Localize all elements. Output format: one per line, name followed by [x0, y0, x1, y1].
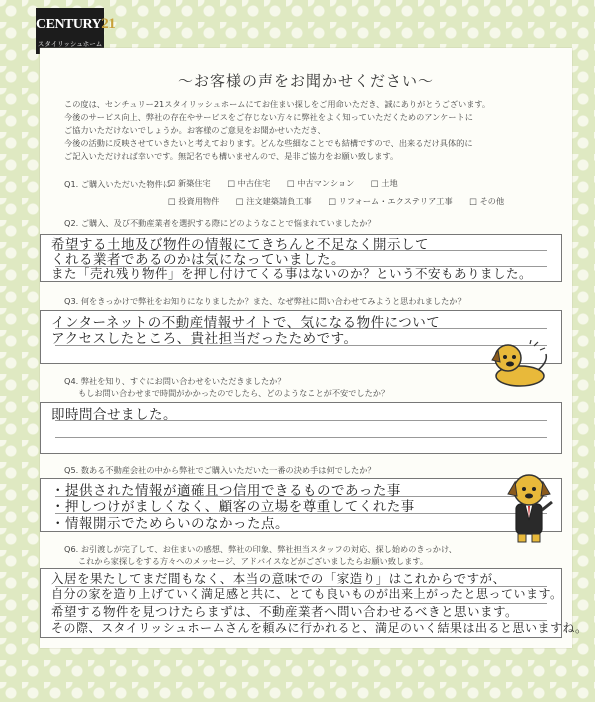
- q1-option[interactable]: □ 土地: [370, 178, 398, 188]
- q4-label: Q4. 弊社を知り、すぐにお問い合わせをいただきましたか？: [64, 376, 286, 386]
- q5-answer-line: ・情報開示でためらいのなかった点。: [51, 516, 289, 532]
- intro-line: ご記入いただければ幸いです。無記名でも構いませんので、是非ご協力をお願い致します。: [64, 151, 399, 161]
- intro-line: 今後のサービス向上、弊社の存在やサービスをご存じない方々に弊社をよく知っていただくためのアンケートに: [64, 112, 473, 122]
- q4-label-sub: もしお問い合わせまで時間がかかったのでしたら、どのようなことが不安でしたか？: [78, 388, 390, 398]
- dog-mascot-suit-icon: [500, 470, 558, 546]
- intro-text: [64, 98, 554, 163]
- q1-option[interactable]: □ その他: [469, 196, 505, 206]
- q5-label: Q5. 数ある不動産会社の中から弊社でご購入いただいた一番の決め手は何でしたか？: [64, 465, 376, 475]
- logo-brand: CENTURY21: [36, 16, 116, 32]
- q1-options-row1: [168, 178, 412, 189]
- logo-subtitle: スタイリッシュホーム: [37, 40, 103, 48]
- page-title: ～お客様の声をお聞かせください～: [177, 72, 434, 90]
- q2-label: Q2. ご購入、及び不動産業者を選択する際にどのようなことで悩まれていましたか？: [64, 218, 376, 228]
- q1-option[interactable]: □ 中古住宅: [227, 178, 271, 188]
- dog-mascot-lying-icon: [486, 340, 552, 392]
- q1-option[interactable]: ☑ 新築住宅: [168, 178, 211, 188]
- q1-options-row2: [168, 196, 518, 207]
- q2-answer-line: また「売れ残り物件」を押し付けてくる事はないのか？という不安もありました。: [51, 266, 533, 281]
- q1-option[interactable]: □ 注文建築請負工事: [235, 196, 312, 206]
- q5-answer-line: ・押しつけがましくなく、顧客の立場を尊重してくれた事: [51, 499, 415, 515]
- intro-line: ご協力いただけないでしょうか。お客様のご意見をお聞かせいただき、: [64, 125, 326, 135]
- q4-answer-line: 即時問合せました。: [51, 407, 177, 423]
- q5-answer-line: ・提供された情報が適確且つ信用できるものであった事: [51, 483, 401, 499]
- q6-answer-line: その際、スタイリッシュホームさんを頼みに行かれると、満足のいく結果は出ると思いますね。: [51, 621, 588, 635]
- q6-answer-line: 希望する物件を見つけたらまずは、不動産業者へ問い合わせるべきと思います。: [51, 604, 519, 619]
- q2-answer-line: 希望する土地及び物件の情報にてきちんと不足なく開示して: [51, 237, 429, 253]
- q3-label: Q3. 何をきっかけで弊社をお知りになりましたか？また、なぜ弊社に問い合わせてみようと思われましたか？: [64, 296, 466, 306]
- q3-answer-box: [40, 310, 562, 364]
- q1-option[interactable]: □ リフォーム・エクステリア工事: [328, 196, 453, 206]
- q4-answer-box: [40, 402, 562, 454]
- q3-answer-line: インターネットの不動産情報サイトで、気になる物件について: [51, 315, 441, 331]
- q2-answer-box: [40, 234, 562, 282]
- q1-label: Q1. ご購入いただいた物件に: [64, 179, 171, 189]
- q3-answer-line: アクセスしたところ、貴社担当だったためです。: [51, 331, 358, 347]
- q6-label: Q6. お引渡しが完了して、お住まいの感想、弊社の印象、弊社担当スタッフの対応、探し始めのきっかけ、: [64, 544, 457, 554]
- q6-answer-line: 自分の家を造り上げていく満足感と共に、とても良いものが出来上がったと思っています。: [51, 587, 563, 601]
- q5-answer-box: [40, 478, 562, 532]
- q1-option[interactable]: □ 中古マンション: [287, 178, 355, 188]
- q1-option[interactable]: □ 投資用物件: [168, 196, 220, 206]
- q6-label-sub: これから家探しをする方々へのメッセージ、アドバイスなどがございましたらお願い致します。: [78, 556, 429, 566]
- intro-line: この度は、センチュリー21スタイリッシュホームにてお住まい探しをご用命いただき、誠にありがとうございます。: [64, 99, 491, 109]
- intro-line: 今後の活動に反映させていきたいと考えております。どんな些細なことでも結構ですので、出来るだけ具体的に: [64, 138, 473, 148]
- q6-answer-line: 入居を果たしてまだ間もなく、本当の意味での「家造り」はこれからですが、: [51, 571, 506, 586]
- q2-answer-line: くれる業者であるのかは気になっていました。: [51, 252, 345, 268]
- q6-answer-box: [40, 568, 588, 638]
